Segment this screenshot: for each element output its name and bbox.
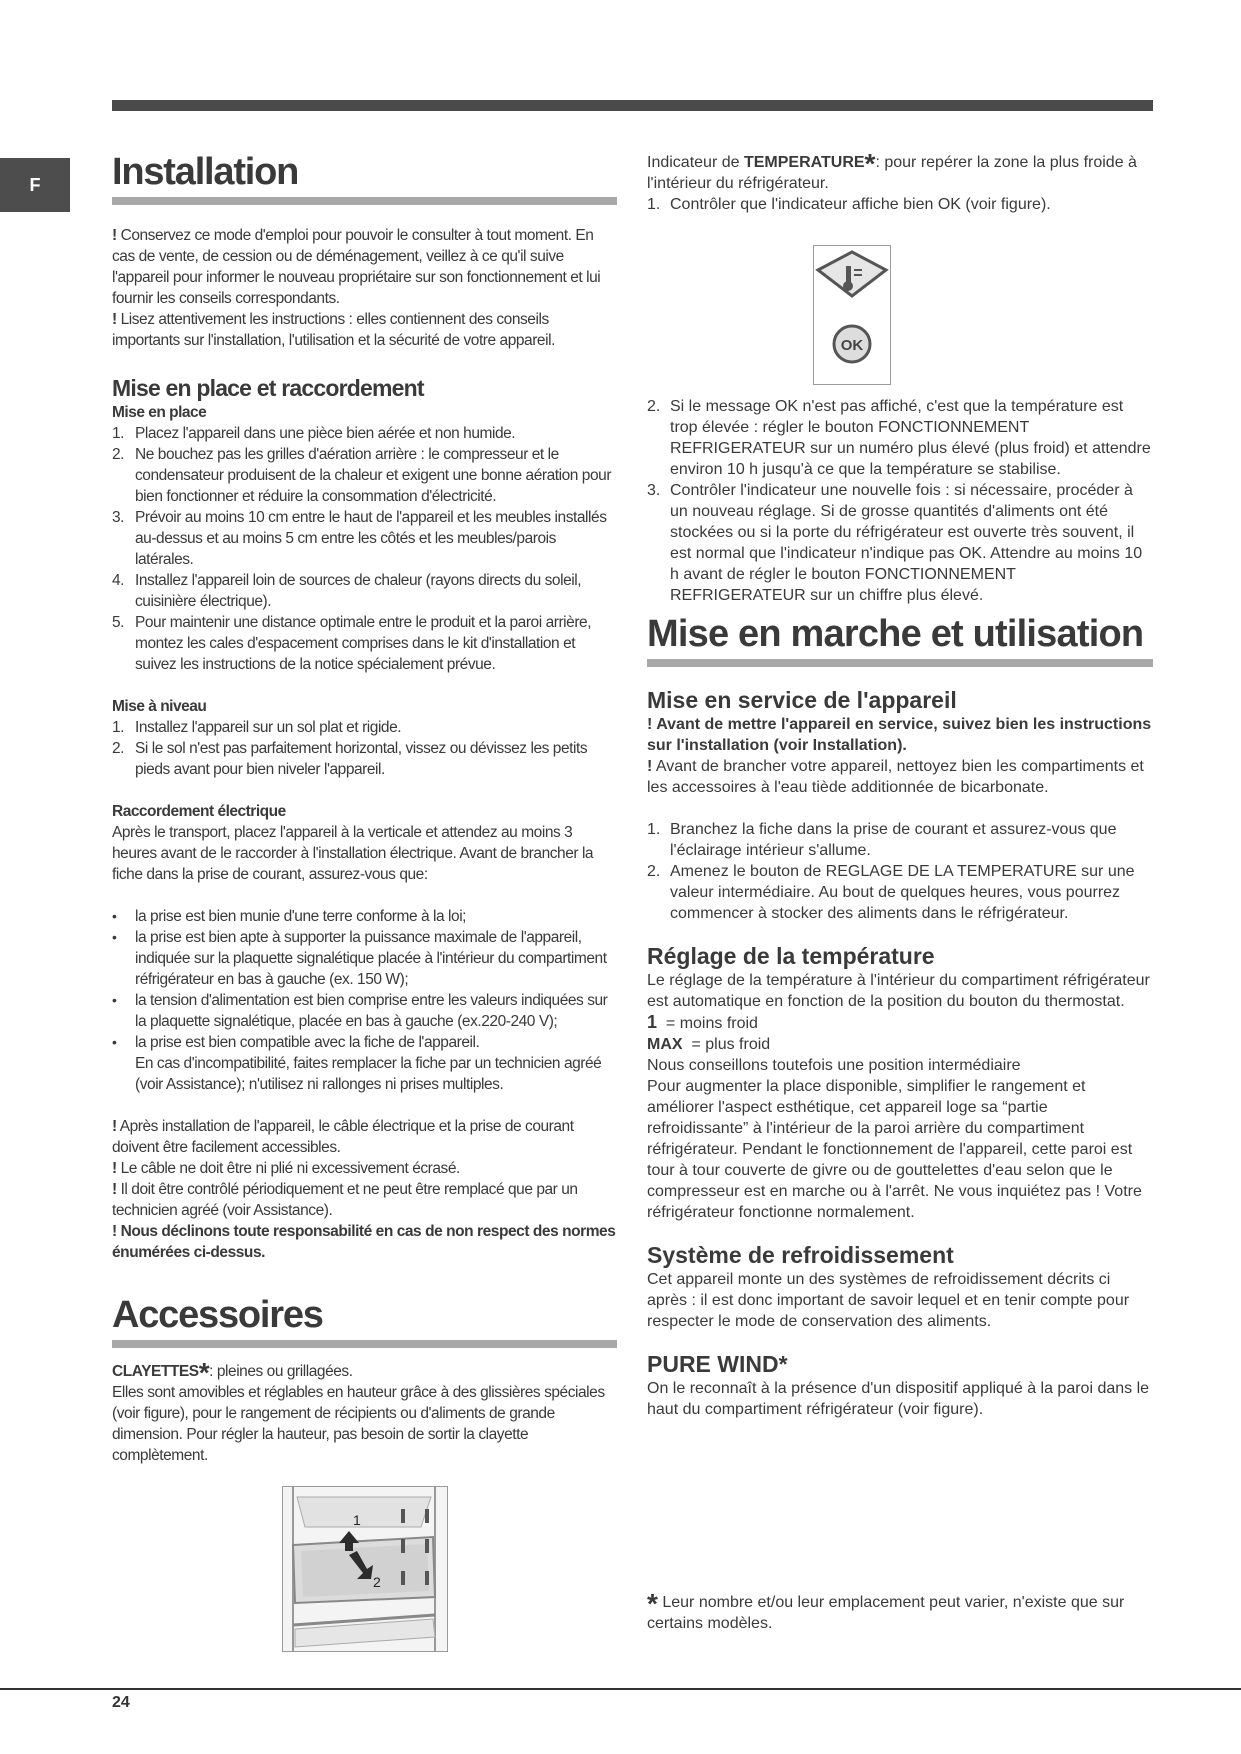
raccordement-bullets (112, 906, 617, 1095)
voir-assistance-link[interactable]: voir Assistance (139, 1076, 237, 1093)
temperature-intro: Indicateur de TEMPERATURE*: pour repérer la zone la plus froide à l'intérieur du réfrigérateur. (647, 148, 1137, 192)
list-item: 1. Placez l'appareil dans une pièce bien aérée et non humide. (112, 425, 516, 442)
list-item: 2. Si le message OK n'est pas affiché, c'est que la température est trop élevée : régler le bouton FONCTIONNEMENT REFRIGERATEUR sur un numéro plus élevé (plus froid) et attendre environ 10 h jusqu'à ce que la température se stabilise. (647, 398, 1151, 478)
reglage-temperature-heading: Réglage de la température (647, 943, 935, 969)
reglage-body: Pour augmenter la place disponible, simplifier le rangement et améliorer l'aspect esthétique, cet appareil loge sa “partie refroidissante” à l'intérieur de la paroi arrière du compartiment réfrigérateur. Pendant le fonctionnement de l'appareil, cette paroi est tour à tour couverte de givre ou de gouttelettes d'eau selon que le compresseur est en marche ou à l'arrêt. Ne vous inquiétez pas ! Votre réfrigérateur fonctionne normalement. (647, 1078, 1142, 1221)
pure-wind-heading: PURE WIND* (647, 1351, 788, 1377)
warning-1: ! Après installation de l'appareil, le câble électrique et la prise de courant doivent être facilement accessibles. (112, 1118, 574, 1156)
list-item: 1. Contrôler que l'indicateur affiche bien OK (voir figure). (647, 196, 1051, 213)
intro-paragraph-2: ! Lisez attentivement les instructions : elles contiennent des conseils importants sur l'installation, l'utilisation et la sécurité de votre appareil. (112, 311, 555, 349)
mise-en-service-list (647, 819, 1153, 924)
pure-wind-body: On le reconnaît à la présence d'un dispositif appliqué à la paroi dans le haut du compartiment réfrigérateur (voir figure). (647, 1380, 1150, 1418)
warning-3: ! Il doit être contrôlé périodiquement et ne peut être remplacé que par un technicien agréé (voir Assistance). (112, 1181, 578, 1219)
systeme-refroidissement-body: Cet appareil monte un des systèmes de refroidissement décrits ci après : il est donc important de savoir lequel et en tenir compte pour respecter le mode de conservation des aliments. (647, 1271, 1130, 1330)
voir-figure-link[interactable]: voir figure (970, 196, 1041, 213)
mise-en-place-subheading: Mise en place (112, 404, 207, 421)
list-item: 2. Amenez le bouton de REGLAGE DE LA TEMPERATURE sur une valeur intermédiaire. Au bout de quelques heures, vous pourrez commencer à stocker des aliments dans le réfrigérateur. (647, 863, 1135, 922)
list-item: 2. Si le sol n'est pas parfaitement horizontal, vissez ou dévissez les petits pieds avant pour bien niveler l'appareil. (112, 740, 588, 778)
right-column (647, 148, 1153, 1632)
raccordement-warnings (112, 1116, 617, 1263)
mise-en-place-raccordement-heading: Mise en place et raccordement (112, 375, 424, 401)
mise-a-niveau-list (112, 717, 617, 780)
list-item: • la prise est bien apte à supporter la puissance maximale de l'appareil, indiquée sur la plaquette signalétique placée à l'intérieur du compartiment réfrigérateur en bas à gauche (ex. 150 W); (112, 929, 607, 988)
list-item: 2. Ne bouchez pas les grilles d'aération arrière : le compresseur et le condensateur produisent de la chaleur et exigent une bonne aération pour bien fonctionner et réduire la consommation d'électricité. (112, 446, 612, 505)
reglage-min: 1 = moins froid (647, 1012, 758, 1032)
temperature-indicator-figure (813, 245, 891, 385)
installation-intro (112, 225, 617, 351)
figure-label-2: 2 (373, 1574, 381, 1590)
footnote: * Leur nombre et/ou leur emplacement peut varier, n'existe que sur certains modèles. (647, 1588, 1125, 1632)
accessoires-title: Accessoires (112, 1293, 617, 1348)
warning-2: ! Le câble ne doit être ni plié ni excessivement écrasé. (112, 1160, 460, 1177)
page-number: 24 (112, 1694, 130, 1711)
raccordement-subheading: Raccordement électrique (112, 803, 286, 820)
reglage-intro: Le réglage de la température à l'intérieur du compartiment réfrigérateur est automatique en fonction de la position du bouton du thermostat. (647, 972, 1150, 1010)
mise-en-place-list (112, 423, 617, 675)
list-item: 3. Prévoir au moins 10 cm entre le haut de l'appareil et les meubles installés au-dessus et au moins 5 cm entre les côtés et les meubles/parois latérales. (112, 509, 607, 568)
systeme-refroidissement-heading: Système de refroidissement (647, 1242, 954, 1268)
mise-en-marche-title: Mise en marche et utilisation (647, 612, 1153, 667)
mise-en-service-text (647, 714, 1153, 798)
shelf-adjustment-figure (282, 1486, 448, 1652)
list-item: • la prise est bien compatible avec la fiche de l'appareil. En cas d'incompatibilité, faites remplacer la fiche par un technicien agréé (voir Assistance); n'utilisez ni rallonges ni prises multiples. (112, 1034, 602, 1093)
temperature-steps (647, 396, 1153, 606)
ok-label: OK (840, 337, 864, 354)
mise-en-service-heading: Mise en service de l'appareil (647, 687, 957, 713)
reglage-temperature-text (647, 970, 1153, 1223)
list-item: 5. Pour maintenir une distance optimale entre le produit et la paroi arrière, montez les cales d'espacement comprises dans le kit d'installation et suivez les instructions de la notice spécialement prévue. (112, 614, 592, 673)
footer-rule (0, 1688, 1241, 1690)
list-item: 4. Installez l'appareil loin de sources de chaleur (rayons directs du soleil, cuisinière électrique). (112, 572, 582, 610)
left-column (112, 150, 617, 1657)
reglage-advice: Nous conseillons toutefois une position intermédiaire (647, 1057, 1021, 1074)
temperature-step-1 (647, 194, 1153, 215)
installation-title: Installation (112, 150, 617, 205)
top-rule (112, 100, 1153, 111)
list-item: 1. Branchez la fiche dans la prise de courant et assurez-vous que l'éclairage intérieur s'allume. (647, 821, 1117, 859)
list-item: 3. Contrôler l'indicateur une nouvelle fois : si nécessaire, procéder à un nouveau réglage. Si de grosse quantités d'aliments ont été stockées ou si la porte du réfrigérateur est ouverte très souvent, il est normal que l'indicateur n'indique pas OK. Attendre au moins 10 h avant de régler le bouton FONCTIONNEMENT REFRIGERATEUR sur un chiffre plus élevé. (647, 482, 1143, 604)
mise-a-niveau-subheading: Mise à niveau (112, 698, 207, 715)
accessoires-text (112, 1357, 617, 1466)
voir-figure-link[interactable]: voir figure (903, 1401, 974, 1418)
reglage-max: MAX = plus froid (647, 1036, 771, 1053)
service-warning-2: ! Avant de brancher votre appareil, nettoyez bien les compartiments et les accessoires à l'eau tiède additionnée de bicarbonate. (647, 758, 1144, 796)
list-item: • la prise est bien munie d'une terre conforme à la loi; (112, 908, 467, 925)
temperature-indicator-text (647, 148, 1153, 215)
list-item: 1. Installez l'appareil sur un sol plat et rigide. (112, 719, 402, 736)
voir-figure-link[interactable]: voir figure (116, 1405, 180, 1422)
clayettes-body: Elles sont amovibles et réglables en hauteur grâce à des glissières spéciales (voir figure), pour le rangement de récipients ou d'aliments de grande dimension. Pour régler la hauteur, pas besoin de sortir la clayette complètement. (112, 1384, 605, 1464)
language-tab: F (0, 158, 70, 212)
intro-paragraph-1: ! Conservez ce mode d'emploi pour pouvoir le consulter à tout moment. En cas de vente, de cession ou de déménagement, veillez à ce qu'il suive l'appareil pour informer le nouveau propriétaire sur son fonctionnement et lui fournir les conseils correspondants. (112, 227, 601, 307)
figure-label-1: 1 (353, 1512, 361, 1528)
clayettes-line: CLAYETTES*: pleines ou grillagées. (112, 1357, 353, 1388)
list-item: • la tension d'alimentation est bien comprise entre les valeurs indiquées sur la plaquette signalétique, placée en bas à gauche (ex.220-240 V); (112, 992, 608, 1030)
warning-4: ! Nous déclinons toute responsabilité en cas de non respect des normes énumérées ci-dessus. (112, 1223, 616, 1261)
raccordement-intro: Après le transport, placez l'appareil à la verticale et attendez au moins 3 heures avant de le raccorder à l'installation électrique. Avant de brancher la fiche dans la prise de courant, assurez-vous que: (112, 824, 594, 883)
service-warning-1: ! Avant de mettre l'appareil en service, suivez bien les instructions sur l'installation (voir Installation). (647, 716, 1152, 754)
